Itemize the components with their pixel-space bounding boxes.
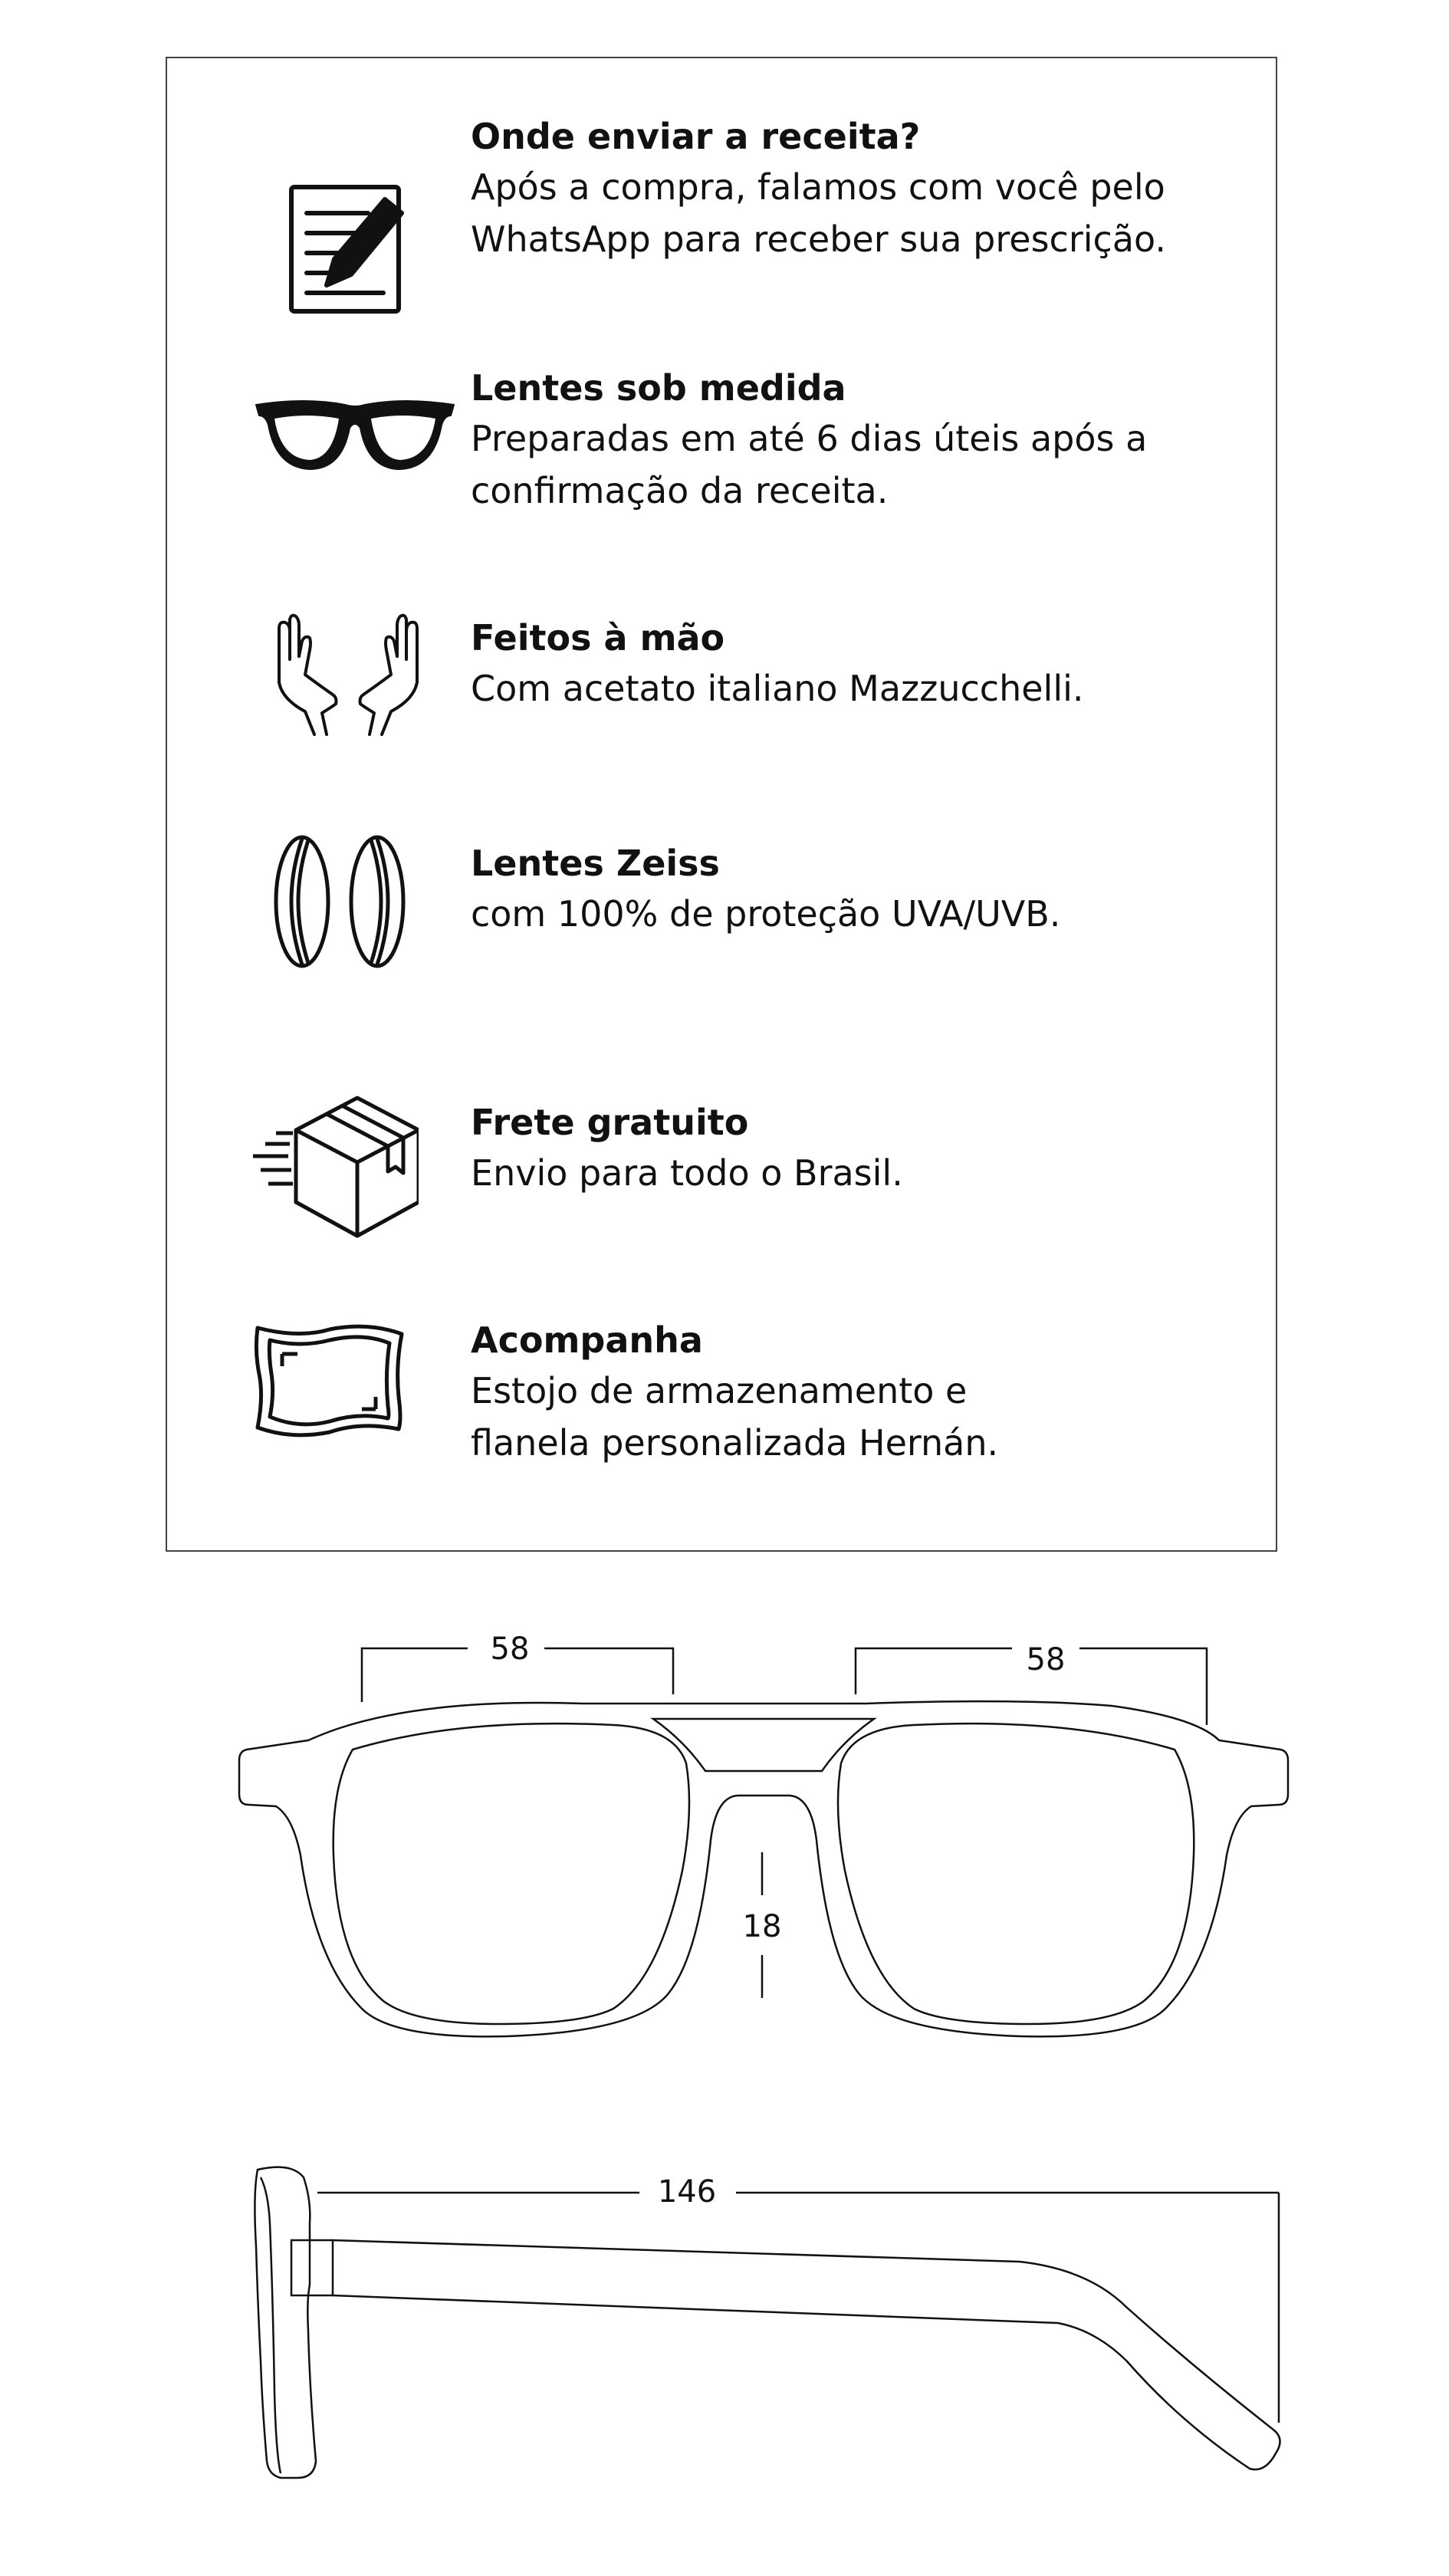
features-card bbox=[166, 57, 1277, 1552]
feature-description: Com acetato italiano Mazzucchelli. bbox=[471, 668, 1084, 709]
feature-title: Lentes Zeiss bbox=[471, 843, 720, 884]
package-delivery-icon bbox=[250, 1087, 419, 1240]
frame-side-outline bbox=[255, 2167, 1280, 2478]
dimension-label: 58 bbox=[1026, 1642, 1066, 1677]
side-view-diagram bbox=[0, 2131, 1449, 2499]
feature-description: confirmação da receita. bbox=[471, 470, 889, 511]
feature-title: Onde enviar a receita? bbox=[471, 116, 921, 157]
frame-front-outline bbox=[239, 1701, 1288, 2036]
eyeglasses-icon bbox=[253, 397, 457, 474]
lenses-icon bbox=[271, 834, 409, 972]
temple-length-dimension bbox=[317, 2174, 1279, 2423]
feature-description: flanela personalizada Hernán. bbox=[471, 1422, 999, 1464]
dimension-label: 18 bbox=[742, 1909, 782, 1944]
feature-title: Acompanha bbox=[471, 1319, 703, 1361]
feature-description: com 100% de proteção UVA/UVB. bbox=[471, 893, 1061, 935]
feature-description: Envio para todo o Brasil. bbox=[471, 1152, 903, 1194]
dimension-label: 58 bbox=[490, 1631, 530, 1667]
prescription-document-icon bbox=[287, 182, 409, 317]
bridge-dimension bbox=[743, 1852, 782, 1998]
feature-title: Lentes sob medida bbox=[471, 367, 846, 409]
feature-description: Após a compra, falamos com você pelo bbox=[471, 166, 1165, 208]
lens-width-left-dimension bbox=[362, 1631, 673, 1702]
cleaning-cloth-icon bbox=[253, 1320, 406, 1443]
front-view-diagram bbox=[0, 1610, 1449, 2070]
dimension-label: 146 bbox=[657, 2174, 717, 2210]
hands-icon bbox=[271, 613, 425, 736]
feature-description: Estojo de armazenamento e bbox=[471, 1370, 968, 1411]
feature-description: WhatsApp para receber sua prescrição. bbox=[471, 219, 1166, 260]
feature-title: Frete gratuito bbox=[471, 1102, 749, 1143]
feature-title: Feitos à mão bbox=[471, 617, 725, 659]
feature-description: Preparadas em até 6 dias úteis após a bbox=[471, 418, 1148, 459]
